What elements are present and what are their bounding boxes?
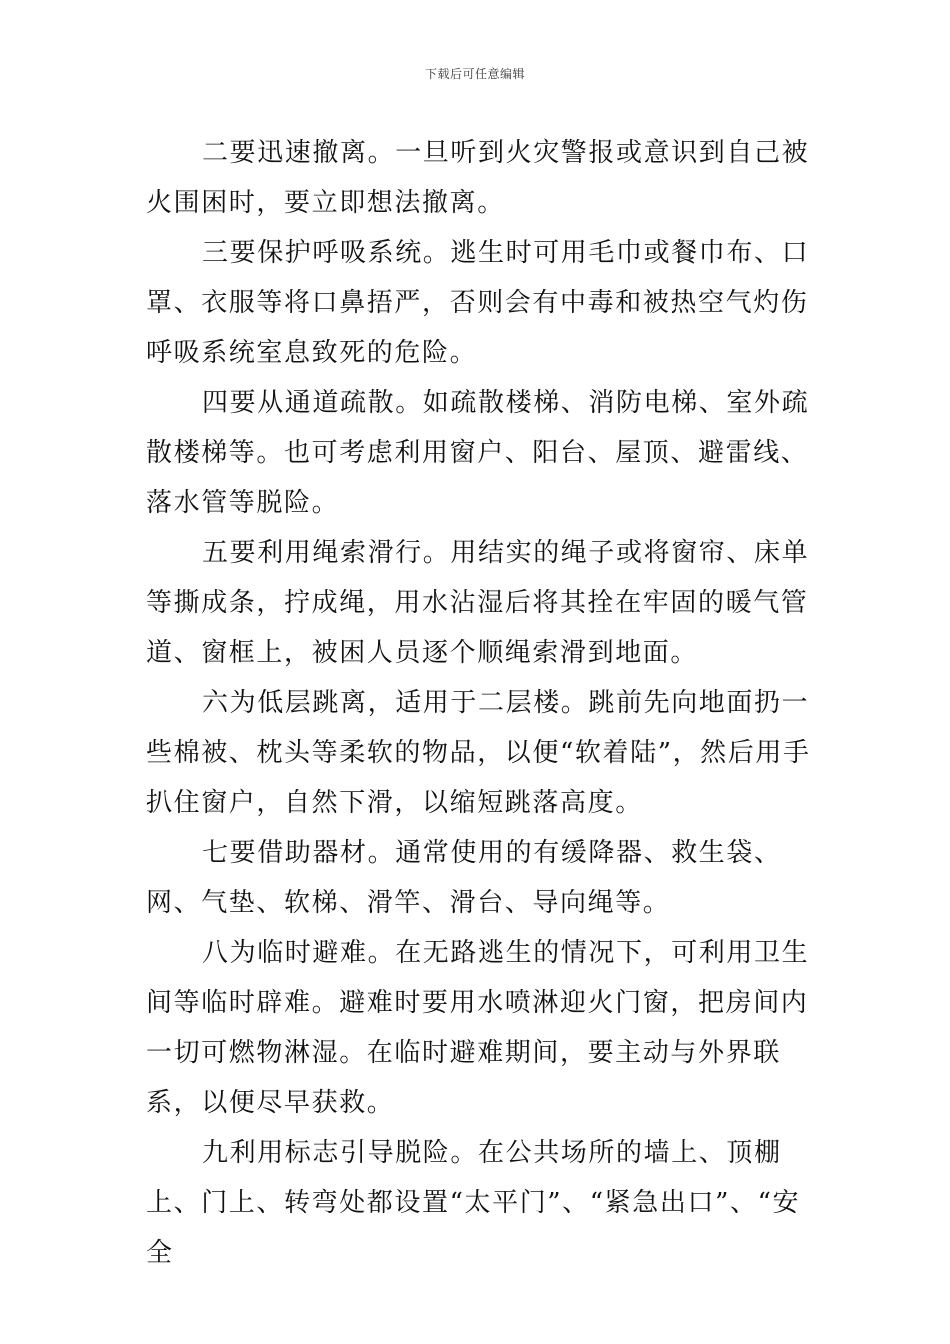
paragraph-equipment: 七要借助器材。通常使用的有缓降器、救生袋、网、气垫、软梯、滑竿、滑台、导向绳等。 bbox=[146, 838, 782, 918]
paragraph-temporary-refuge: 八为临时避难。在无路逃生的情况下，可利用卫生间等临时辟难。避难时要用水喷淋迎火门窗，把房间内一切可燃物淋湿。在临时避难期间，要主动与外界联系，以便尽早获救。 bbox=[146, 938, 810, 1118]
document-body bbox=[146, 128, 818, 1278]
paragraph-follow-signs: 九利用标志引导脱险。在公共场所的墙上、顶棚上、门上、转弯处都设置“太平门”、“紧急出口”、“安全 bbox=[146, 1138, 801, 1268]
page-header: 下载后可任意编辑 bbox=[424, 67, 525, 81]
paragraph-evacuate: 二要迅速撤离。一旦听到火灾警报或意识到自己被火围困时，要立即想法撤离。 bbox=[146, 138, 810, 218]
paragraph-protect-breathing: 三要保护呼吸系统。逃生时可用毛巾或餐巾布、口罩、衣服等将口鼻捂严，否则会有中毒和被热空气灼伤呼吸系统室息致死的危险。 bbox=[146, 238, 810, 368]
paragraph-evacuation-routes: 四要从通道疏散。如疏散楼梯、消防电梯、室外疏散楼梯等。也可考虑利用窗户、阳台、屋顶、避雷线、落水管等脱险。 bbox=[146, 388, 810, 518]
paragraph-low-floor-jump: 六为低层跳离，适用于二层楼。跳前先向地面扔一些棉被、枕头等柔软的物品，以便“软着陆”，然后用手扒住窗户，自然下滑，以缩短跳落高度。 bbox=[146, 688, 811, 818]
paragraph-rope-descent: 五要利用绳索滑行。用结实的绳子或将窗帘、床单等撕成条，拧成绳，用水沾湿后将其拴在牢固的暖气管道、窗框上，被困人员逐个顺绳索滑到地面。 bbox=[146, 538, 810, 668]
